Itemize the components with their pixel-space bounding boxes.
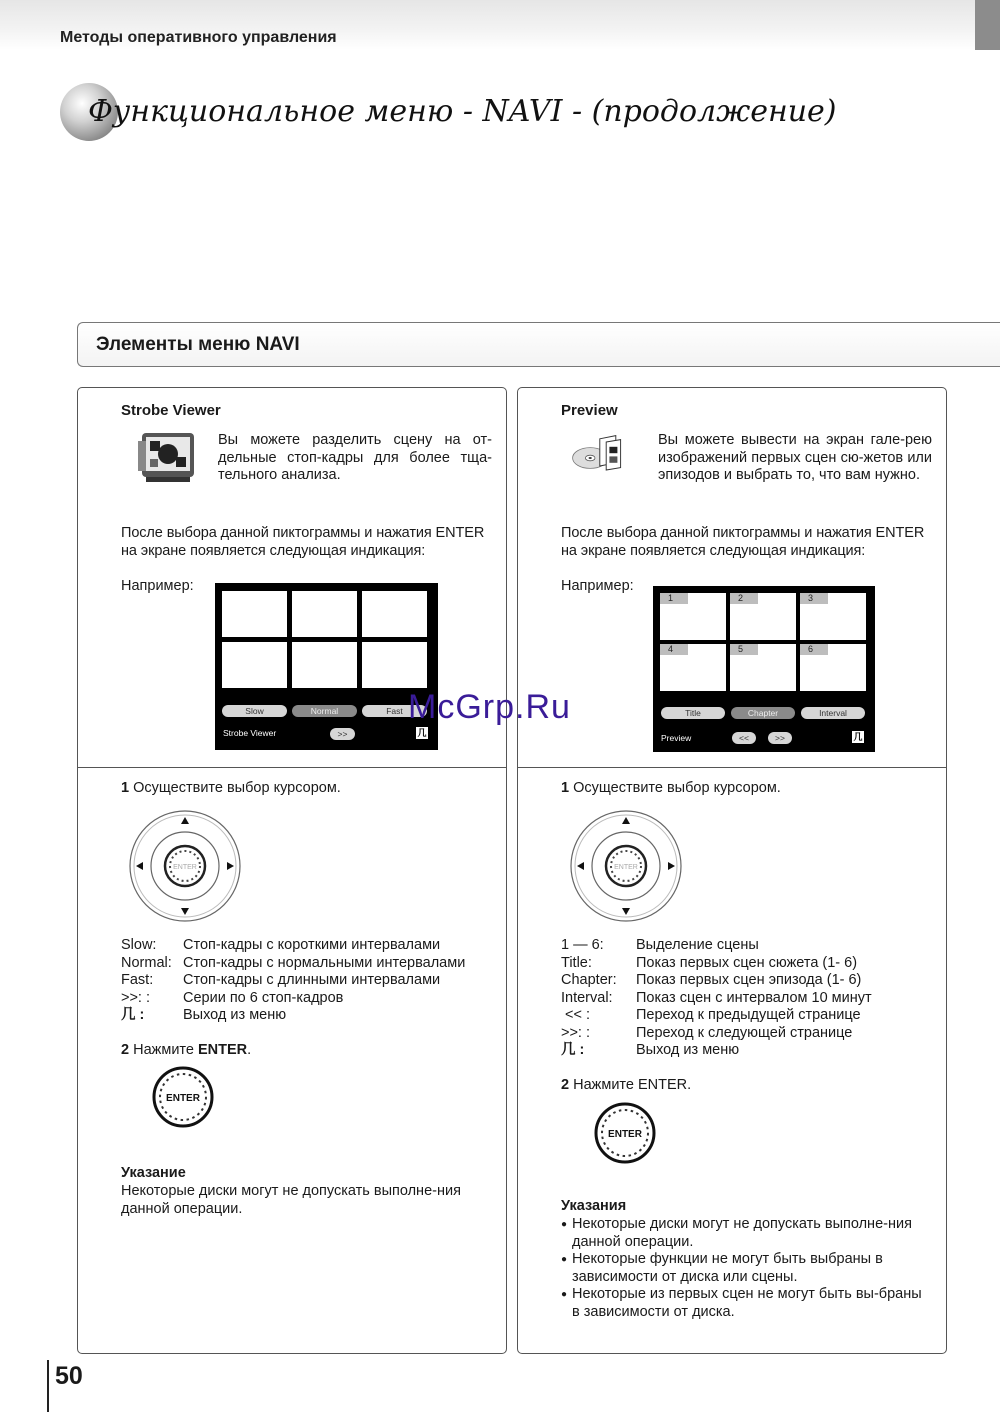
legend-value: Выход из меню	[183, 1007, 287, 1023]
panel-divider	[77, 767, 507, 768]
preview-thumbnail[interactable]	[660, 644, 726, 691]
chapter-button[interactable]: Chapter	[731, 707, 795, 719]
right-legend	[561, 937, 941, 1060]
exit-icon[interactable]: 几	[417, 728, 427, 738]
preview-panel	[517, 387, 947, 1354]
note-title: Указания	[561, 1198, 627, 1214]
strobe-frame	[292, 591, 357, 637]
preview-screen	[653, 586, 875, 752]
step-number: 2	[561, 1077, 570, 1093]
preview-thumbnail[interactable]	[800, 593, 866, 640]
step-1	[121, 780, 341, 796]
title-button[interactable]: Title	[661, 707, 725, 719]
page-number: 50	[55, 1362, 83, 1390]
interval-button[interactable]: Interval	[801, 707, 865, 719]
legend-value: Показ первых сцен эпизода (1- 6)	[636, 972, 862, 988]
legend-key: Title:	[561, 954, 592, 971]
preview-thumbnail[interactable]	[660, 593, 726, 640]
legend-value: Переход к предыдущей странице	[636, 1007, 861, 1023]
thumbnail-number: 1	[660, 593, 688, 604]
legend-key: Chapter:	[561, 972, 617, 988]
step-text-end: .	[247, 1042, 252, 1058]
thumbnail-number: 2	[730, 593, 758, 604]
feature-description: Вы можете вывести на экран гале-рею изображений первых сцен сю-жетов или эпизодов и выбрать то, что вам нужно.	[658, 432, 932, 483]
legend-row	[561, 972, 941, 990]
step-2	[121, 1042, 251, 1058]
step-text: Нажмите	[133, 1042, 198, 1058]
step-2	[561, 1077, 691, 1093]
exit-icon[interactable]: 几	[853, 732, 863, 742]
next-page-button[interactable]: >>	[768, 732, 792, 744]
cursor-pad-icon[interactable]	[128, 809, 242, 923]
normal-button[interactable]: Normal	[292, 705, 357, 717]
legend-row	[561, 937, 941, 955]
step-number: 1	[121, 780, 130, 796]
section-band	[77, 322, 1000, 367]
legend-key: Normal:	[121, 954, 172, 971]
legend-row	[121, 972, 501, 990]
thumbnail-number: 4	[660, 644, 688, 655]
legend-row	[121, 990, 501, 1008]
page-number-rule	[47, 1360, 49, 1412]
legend-key: << :	[561, 1007, 591, 1023]
legend-row	[561, 955, 941, 973]
note-list	[561, 1216, 926, 1321]
legend-value: Серии по 6 стоп-кадров	[183, 989, 344, 1006]
note-item: ● Некоторые функции не могут быть выбраны в зависимости от диска или сцены.	[561, 1251, 926, 1286]
strobe-frame	[362, 591, 427, 637]
step-text: Осуществите выбор курсором.	[133, 780, 341, 796]
legend-value: Стоп-кадры с длинными интервалами	[183, 972, 441, 988]
strobe-frame	[222, 642, 287, 688]
step-1	[561, 780, 781, 796]
feature-description: Вы можете разделить сцену на от-дельные стоп-кадры для более тща-тельного анализа.	[218, 432, 492, 483]
legend-key: 几 :	[121, 1007, 145, 1023]
example-label: Например:	[121, 578, 194, 594]
section-title: Методы оперативного управления	[60, 29, 337, 46]
legend-key: Slow:	[121, 937, 157, 953]
strobe-frame	[222, 591, 287, 637]
feature-title: Preview	[561, 402, 618, 419]
strobe-frame	[362, 642, 427, 688]
panel-divider	[517, 767, 947, 768]
legend-key: >>: :	[121, 989, 151, 1006]
enter-button-label: ENTER	[166, 1093, 200, 1104]
legend-value: Выход из меню	[636, 1042, 740, 1058]
example-label: Например:	[561, 578, 634, 594]
strobe-viewer-panel	[77, 387, 507, 1354]
legend-key: >>: :	[561, 1024, 591, 1041]
legend-value: Переход к следующей странице	[636, 1024, 853, 1041]
thumbnail-number: 3	[800, 593, 828, 604]
legend-value: Выделение сцены	[636, 937, 759, 953]
next-series-button[interactable]: >>	[330, 728, 355, 740]
enter-button-icon[interactable]	[593, 1101, 657, 1165]
thumbnail-number: 5	[730, 644, 758, 655]
legend-row	[121, 1007, 501, 1025]
instruction-text: После выбора данной пиктограммы и нажатия ENTER на экране появляется следующая индикация:	[121, 525, 485, 559]
step-number: 2	[121, 1042, 130, 1058]
preview-thumbnail[interactable]	[800, 644, 866, 691]
step-text: Нажмите ENTER.	[573, 1077, 692, 1093]
enter-button-label: ENTER	[608, 1129, 642, 1140]
legend-value: Показ сцен с интервалом 10 минут	[636, 989, 872, 1006]
pad-center-label: ENTER	[173, 864, 197, 871]
legend-row	[561, 990, 941, 1008]
osd-screen-label: Strobe Viewer	[223, 728, 277, 738]
note-text: Некоторые диски могут не допускать выполне-ния данной операции.	[121, 1183, 461, 1217]
fast-button[interactable]: Fast	[362, 705, 427, 717]
cursor-pad-icon[interactable]	[569, 809, 683, 923]
step-text-bold: ENTER	[197, 1042, 248, 1058]
legend-key: 1 — 6:	[561, 937, 604, 953]
preview-thumbnail[interactable]	[730, 644, 796, 691]
legend-key: Interval:	[561, 989, 613, 1006]
page-title: Функциональное меню - NAVI - (продолжение)	[88, 94, 837, 129]
enter-button-icon[interactable]	[151, 1065, 215, 1129]
legend-value: Стоп-кадры с короткими интервалами	[183, 937, 441, 953]
watermark: McGrp.Ru	[408, 688, 571, 726]
legend-row	[121, 937, 501, 955]
legend-row	[121, 955, 501, 973]
osd-screen-label: Preview	[661, 733, 692, 743]
legend-row	[561, 1042, 941, 1060]
header-bar-tab	[975, 0, 1000, 50]
strobe-viewer-screen	[215, 583, 438, 750]
slow-button[interactable]: Slow	[222, 705, 287, 717]
step-number: 1	[561, 780, 570, 796]
thumbnail-number: 6	[800, 644, 828, 655]
legend-value: Стоп-кадры с нормальными интервалами	[183, 954, 466, 971]
note-item: ● Некоторые диски могут не допускать выполне-ния данной операции.	[561, 1216, 926, 1251]
preview-thumbnail[interactable]	[730, 593, 796, 640]
step-text: Осуществите выбор курсором.	[573, 780, 781, 796]
legend-key: 几 :	[561, 1042, 585, 1058]
left-legend	[121, 937, 501, 1025]
legend-value: Показ первых сцен сюжета (1- 6)	[636, 954, 858, 971]
pad-center-label: ENTER	[614, 864, 638, 871]
strobe-frame	[292, 642, 357, 688]
legend-key: Fast:	[121, 972, 154, 988]
instruction-text: После выбора данной пиктограммы и нажатия ENTER на экране появляется следующая индикация:	[561, 525, 925, 559]
strobe-viewer-icon	[136, 429, 200, 485]
feature-title: Strobe Viewer	[121, 402, 221, 419]
legend-row	[561, 1025, 941, 1043]
legend-row	[561, 1007, 941, 1025]
prev-page-button[interactable]: <<	[732, 732, 756, 744]
preview-icon	[563, 434, 635, 474]
section-band-label: Элементы меню NAVI	[96, 334, 300, 355]
note-title: Указание	[121, 1165, 186, 1181]
note-item: ● Некоторые из первых сцен не могут быть вы-браны в зависимости от диска.	[561, 1286, 926, 1321]
